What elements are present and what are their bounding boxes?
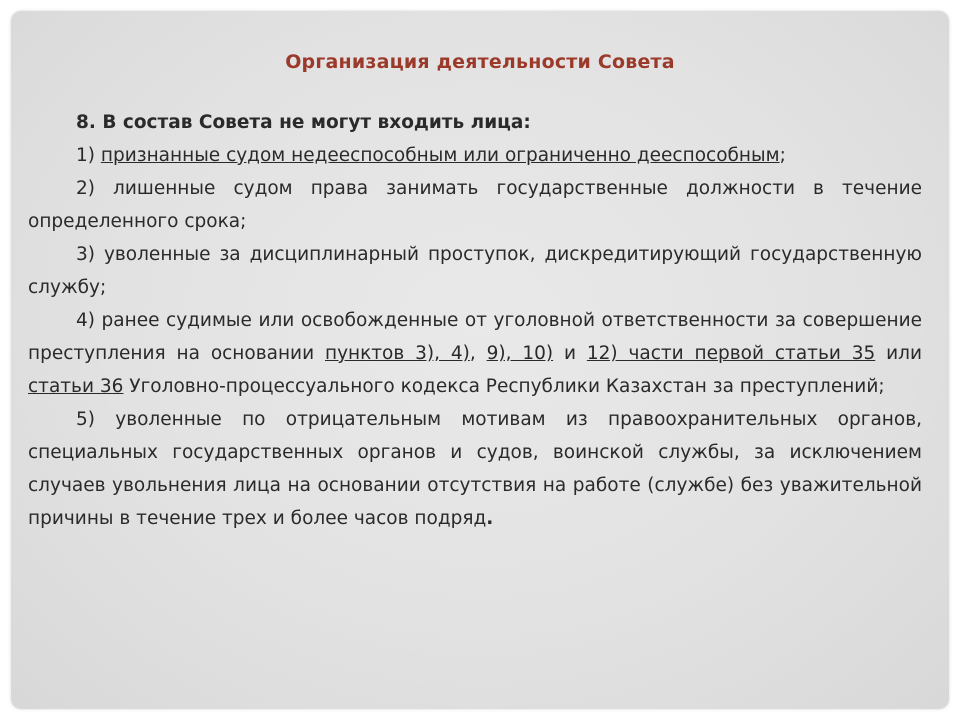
item-5-text: 5) уволенные по отрицательным мотивам из правоохранительных органов, специальных государственных органов и судов, воинской службы, за исключением случаев увольнения лица на основании отсутствия на работе (службе) без уважительной причины в течение трех и более часов подряд — [28, 409, 922, 529]
slide-title: Организация деятельности Совета — [285, 51, 675, 73]
item-1-prefix: 1) — [76, 145, 101, 166]
item-4-text-1: 4) ранее судимые или освобожденные от уголовной ответственности за совершение преступления на основании — [28, 310, 922, 364]
item-1-link[interactable]: признанные судом недееспособным или ограниченно дееспособным — [100, 145, 780, 166]
list-item-4 — [28, 304, 922, 403]
list-item-1 — [28, 139, 922, 172]
item-4-text-5: Уголовно-процессуального кодекса Республики Казахстан за преступлений; — [123, 376, 885, 397]
list-item-5 — [28, 403, 922, 535]
item-4-link-points-2[interactable]: 9), 10) — [486, 343, 554, 364]
list-heading: 8. В состав Совета не могут входить лица: — [76, 112, 531, 133]
slide-body — [28, 106, 922, 535]
item-4-text-4: или — [875, 343, 922, 364]
list-item-2: 2) лишенные судом права занимать государственные должности в течение определенного срока; — [28, 178, 922, 232]
item-4-text-3: и — [553, 343, 587, 364]
item-4-text-2: , — [469, 343, 487, 364]
slide — [11, 11, 949, 709]
item-1-suffix: ; — [779, 145, 786, 166]
item-5-end: . — [486, 508, 494, 529]
list-item-3: 3) уволенные за дисциплинарный проступок, дискредитирующий государственную службу; — [28, 244, 922, 298]
item-4-link-points[interactable]: пунктов 3), 4) — [324, 343, 470, 364]
item-4-link-article-35[interactable]: 12) части первой статьи 35 — [586, 343, 876, 364]
item-4-link-article-36[interactable]: статьи 36 — [28, 376, 124, 397]
